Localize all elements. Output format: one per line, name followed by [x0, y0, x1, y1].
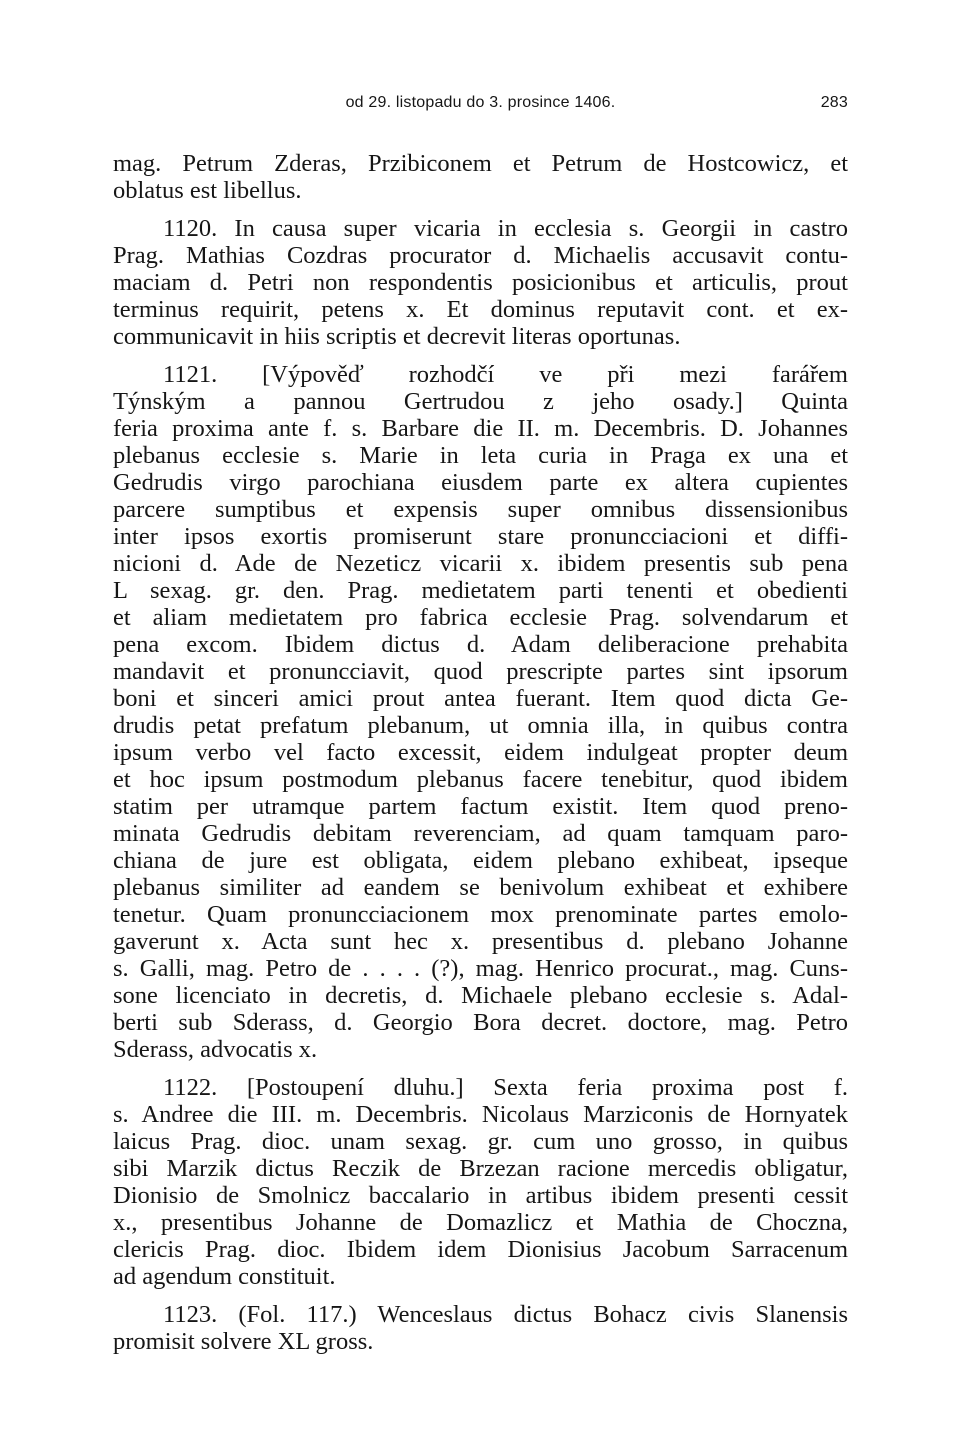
text-line: inter ipsos exortis promiserunt stare pronuncciacioni et diffi-	[113, 523, 848, 550]
text-line: parcere sumptibus et expensis super omnibus dissensionibus	[113, 496, 848, 523]
text-line: communicavit in hiis scriptis et decrevit literas oportunas.	[113, 323, 681, 350]
text-line: maciam d. Petri non respondentis posicionibus et articulis, prout	[113, 269, 848, 296]
text-line: x., presentibus Johanne de Domazlicz et Mathia de Choczna,	[113, 1209, 848, 1236]
text-line: mandavit et pronuncciavit, quod prescripte partes sint ipsorum	[113, 658, 848, 685]
text-line: 1123. (Fol. 117.) Wenceslaus dictus Bohacz civis Slanensis	[163, 1301, 848, 1328]
text-line: nicioni d. Ade de Nezeticz vicarii x. ibidem presentis sub pena	[113, 550, 848, 577]
text-line: berti sub Sderass, d. Georgio Bora decret. doctore, mag. Petro	[113, 1009, 848, 1036]
text-line: laicus Prag. dioc. unam sexag. gr. cum uno grosso, in quibus	[113, 1128, 848, 1155]
text-line: ipsum verbo vel facto excessit, eidem indulgeat propter deum	[113, 739, 848, 766]
text-line: L sexag. gr. den. Prag. medietatem parti tenenti et obedienti	[113, 577, 848, 604]
entry-1120	[113, 215, 848, 350]
text-line: drudis petat prefatum plebanum, ut omnia illa, in quibus contra	[113, 712, 848, 739]
text-line: oblatus est libellus.	[113, 177, 302, 204]
text-line: sibi Marzik dictus Reczik de Brzezan racione mercedis obligatur,	[113, 1155, 848, 1182]
body-text	[113, 150, 848, 1355]
text-line: s. Galli, mag. Petro de . . . . (?), mag. Henrico procurat., mag. Cuns-	[113, 955, 848, 982]
text-line: plebanus similiter ad eandem se benivolum exhibeat et exhibere	[113, 874, 848, 901]
running-title: od 29. listopadu do 3. prosince 1406.	[345, 94, 616, 111]
text-line: Prag. Mathias Cozdras procurator d. Michaelis accusavit contu-	[113, 242, 848, 269]
text-line: clericis Prag. dioc. Ibidem idem Dionisius Jacobum Sarracenum	[113, 1236, 848, 1263]
entry-1121	[113, 361, 848, 1063]
entry-1123	[113, 1301, 848, 1355]
text-line: s. Andree die III. m. Decembris. Nicolaus Marziconis de Hornyatek	[113, 1101, 848, 1128]
paragraph-continuation	[113, 150, 848, 204]
text-line: 1120. In causa super vicaria in ecclesia s. Georgii in castro	[163, 215, 848, 242]
text-line: promisit solvere XL gross.	[113, 1328, 374, 1355]
text-line: Gedrudis virgo parochiana eiusdem parte ex altera cupientes	[113, 469, 848, 496]
text-line: plebanus ecclesie s. Marie in leta curia in Praga ex una et	[113, 442, 848, 469]
text-line: Týnským a pannou Gertrudou z jeho osady.] Quinta	[113, 388, 848, 415]
running-header	[113, 94, 848, 118]
text-line: mag. Petrum Zderas, Przibiconem et Petrum de Hostcowicz, et	[113, 150, 848, 177]
text-line: tenetur. Quam pronuncciacionem mox prenominate partes emolo-	[113, 901, 848, 928]
text-line: sone licenciato in decretis, d. Michaele plebano ecclesie s. Adal-	[113, 982, 848, 1009]
page-number: 283	[820, 94, 848, 111]
text-line: feria proxima ante f. s. Barbare die II. m. Decembris. D. Johannes	[113, 415, 848, 442]
text-line: Sderass, advocatis x.	[113, 1036, 318, 1063]
text-line: gaverunt x. Acta sunt hec x. presentibus d. plebano Johanne	[113, 928, 848, 955]
text-line: chiana de jure est obligata, eidem plebano exhibeat, ipseque	[113, 847, 848, 874]
text-line: et hoc ipsum postmodum plebanus facere tenebitur, quod ibidem	[113, 766, 848, 793]
text-line: pena excom. Ibidem dictus d. Adam deliberacione prehabita	[113, 631, 848, 658]
text-line: 1121. [Výpověď rozhodčí ve při mezi farářem	[163, 361, 848, 388]
text-line: boni et sinceri amici prout antea fuerant. Item quod dicta Ge-	[113, 685, 848, 712]
text-line: terminus requirit, petens x. Et dominus reputavit cont. et ex-	[113, 296, 848, 323]
text-line: minata Gedrudis debitam reverenciam, ad quam tamquam paro-	[113, 820, 848, 847]
text-line: statim per utramque partem factum existit. Item quod preno-	[113, 793, 848, 820]
text-line: Dionisio de Smolnicz baccalario in artibus ibidem presenti cessit	[113, 1182, 848, 1209]
text-line: ad agendum constituit.	[113, 1263, 336, 1290]
text-line: et aliam medietatem pro fabrica ecclesie Prag. solvendarum et	[113, 604, 848, 631]
text-line: 1122. [Postoupení dluhu.] Sexta feria proxima post f.	[163, 1074, 848, 1101]
entry-1122	[113, 1074, 848, 1290]
